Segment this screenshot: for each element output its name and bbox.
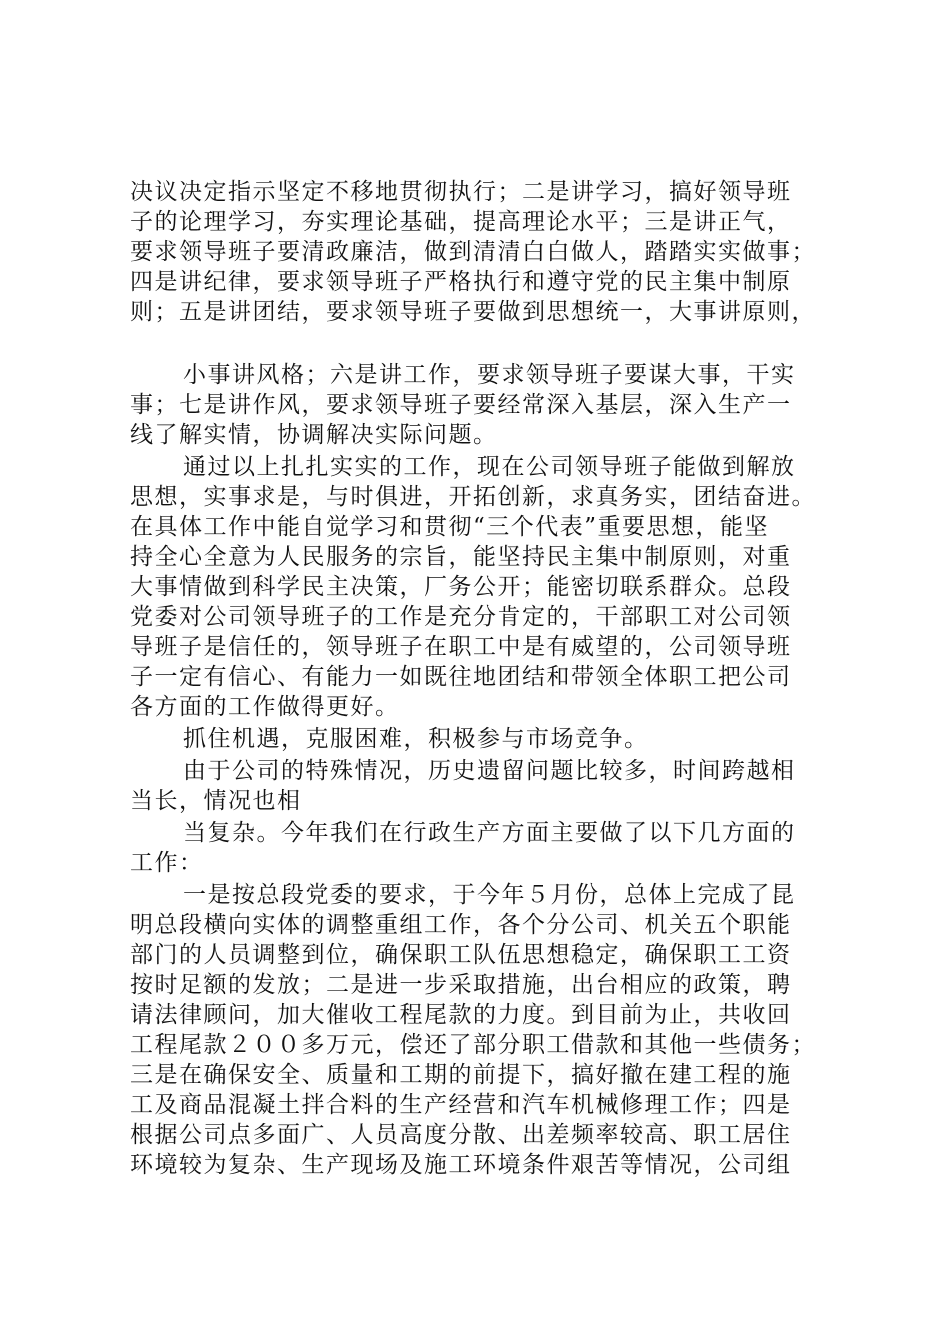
- text-line: 线了解实情，协调解决实际问题。: [130, 422, 498, 448]
- text-line: 工程尾款２００多万元，偿还了部分职工借款和其他一些债务；: [130, 1032, 816, 1058]
- text-line: 各方面的工作做得更好。: [130, 694, 400, 720]
- text-line: 由于公司的特殊情况，历史遗留问题比较多，时间跨越相: [183, 758, 796, 784]
- text-line: 通过以上扎扎实实的工作，现在公司领导班子能做到解放: [183, 454, 796, 480]
- text-line: 在具体工作中能自觉学习和贯彻“三个代表”重要思想，能坚: [130, 514, 770, 540]
- text-line: 大事情做到科学民主决策，厂务公开；能密切联系群众。总段: [130, 574, 792, 600]
- text-line: 四是讲纪律，要求领导班子严格执行和遵守党的民主集中制原: [130, 269, 792, 295]
- text-line: 一是按总段党委的要求，于今年５月份，总体上完成了昆: [183, 882, 796, 908]
- text-line: 三是在确保安全、质量和工期的前提下，搞好撤在建工程的施: [130, 1062, 792, 1088]
- text-line: 根据公司点多面广、人员高度分散、出差频率较高、职工居住: [130, 1122, 792, 1148]
- text-line: 持全心全意为人民服务的宗旨，能坚持民主集中制原则，对重: [130, 544, 792, 570]
- text-line: 环境较为复杂、生产现场及施工环境条件艰苦等情况，公司组: [130, 1152, 792, 1178]
- text-line: 明总段横向实体的调整重组工作，各个分公司、机关五个职能: [130, 912, 792, 938]
- text-line: 部门的人员调整到位，确保职工队伍思想稳定，确保职工工资: [130, 942, 792, 968]
- text-line: 抓住机遇，克服困难，积极参与市场竞争。: [183, 726, 649, 752]
- text-line: 要求领导班子要清政廉洁，做到清清白白做人，踏踏实实做事；: [130, 239, 816, 265]
- text-line: 事；七是讲作风，要求领导班子要经常深入基层，深入生产一: [130, 392, 792, 418]
- text-line: 导班子是信任的，领导班子在职工中是有威望的，公司领导班: [130, 634, 792, 660]
- text-line: 小事讲风格；六是讲工作，要求领导班子要谋大事，干实: [183, 362, 796, 388]
- text-line: 则；五是讲团结，要求领导班子要做到思想统一，大事讲原则，: [130, 299, 816, 325]
- text-line: 请法律顾问，加大催收工程尾款的力度。到目前为止，共收回: [130, 1002, 792, 1028]
- text-line: 决议决定指示坚定不移地贯彻执行；二是讲学习，搞好领导班: [130, 179, 792, 205]
- text-line: 当复杂。今年我们在行政生产方面主要做了以下几方面的: [183, 820, 796, 846]
- text-line: 工作：: [130, 850, 204, 876]
- text-line: 思想，实事求是，与时俱进，开拓创新，求真务实，团结奋进。: [130, 484, 816, 510]
- text-line: 党委对公司领导班子的工作是充分肯定的，干部职工对公司领: [130, 604, 792, 630]
- text-line: 子的论理学习，夯实理论基础，提高理论水平；三是讲正气，: [130, 209, 792, 235]
- text-line: 工及商品混凝土拌合料的生产经营和汽车机械修理工作；四是: [130, 1092, 792, 1118]
- text-line: 按时足额的发放；二是进一步采取措施，出台相应的政策，聘: [130, 972, 792, 998]
- text-line: 子一定有信心、有能力一如既往地团结和带领全体职工把公司: [130, 664, 792, 690]
- text-line: 当长，情况也相: [130, 788, 302, 814]
